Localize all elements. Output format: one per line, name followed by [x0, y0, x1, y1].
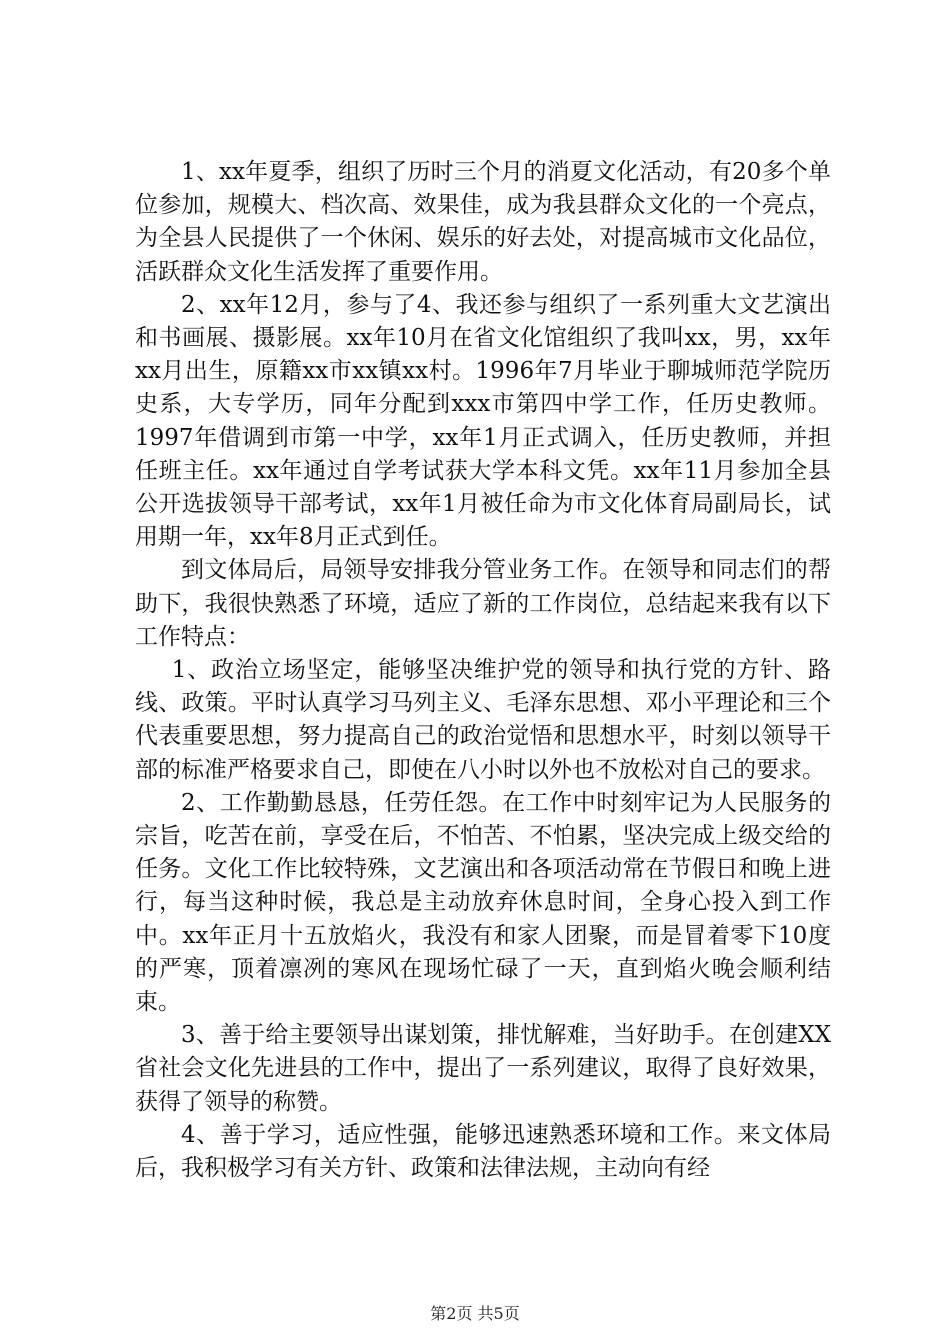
paragraph-political-stance: 1、政治立场坚定，能够坚决维护党的领导和执行党的方针、路线、政策。平时认真学习马列主义、毛泽东思想、邓小平理论和三个代表重要思想，努力提高自己的政治觉悟和思想水平，时刻以领导干部的标准严格要求自己，即使在八小时以外也不放松对自己的要求。 — [135, 657, 831, 783]
document-body — [135, 156, 831, 1185]
page-number-footer: 第2页 共5页 — [430, 1304, 520, 1323]
paragraph-diligence: 2、工作勤勤恳恳，任劳任怨。在工作中时刻牢记为人民服务的宗旨，吃苦在前，享受在后，不怕苦、不怕累，坚决完成上级交给的任务。文化工作比较特殊，文艺演出和各项活动常在节假日和晚上进行，每当这种时候，我总是主动放弃休息时间，全身心投入到工作中。xx年正月十五放焰火，我没有和家人团聚，而是冒着零下10度的严寒，顶着凛冽的寒风在现场忙碌了一天，直到焰火晚会顺利结束。 — [135, 789, 831, 1016]
paragraph-personal-history: 2、xx年12月，参与了4、我还参与组织了一系列重大文艺演出和书画展、摄影展。xx年10月在省文化馆组织了我叫xx，男，xx年xx月出生，原籍xx市xx镇xx村。1996年7月毕业于聊城师范学院历史系，大专学历，同年分配到xxx市第四中学工作，任历史教师。1997年借调到市第一中学，xx年1月正式调入，任历史教师，并担任班主任。xx年通过自学考试获大学本科文凭。xx年11月参加全县公开选拔领导干部考试，xx年1月被任命为市文化体育局副局长，试用期一年，xx年8月正式到任。 — [135, 291, 831, 551]
paragraph-assist-leadership: 3、善于给主要领导出谋划策，排忧解难，当好助手。在创建XX省社会文化先进县的工作中，提出了一系列建议，取得了良好效果，获得了领导的称赞。 — [135, 1022, 831, 1115]
paragraph-summer-activity: 1、xx年夏季，组织了历时三个月的消夏文化活动，有20多个单位参加，规模大、档次高、效果佳，成为我县群众文化的一个亮点，为全县人民提供了一个休闲、娱乐的好去处，对提高城市文化品位，活跃群众文化生活发挥了重要作用。 — [135, 159, 831, 285]
paragraph-learning: 4、善于学习，适应性强，能够迅速熟悉环境和工作。来文体局后，我积极学习有关方针、政策和法律法规，主动向有经 — [135, 1121, 831, 1182]
paragraph-work-traits-intro: 到文体局后，局领导安排我分管业务工作。在领导和同志们的帮助下，我很快熟悉了环境，适应了新的工作岗位，总结起来我有以下工作特点： — [135, 557, 831, 650]
